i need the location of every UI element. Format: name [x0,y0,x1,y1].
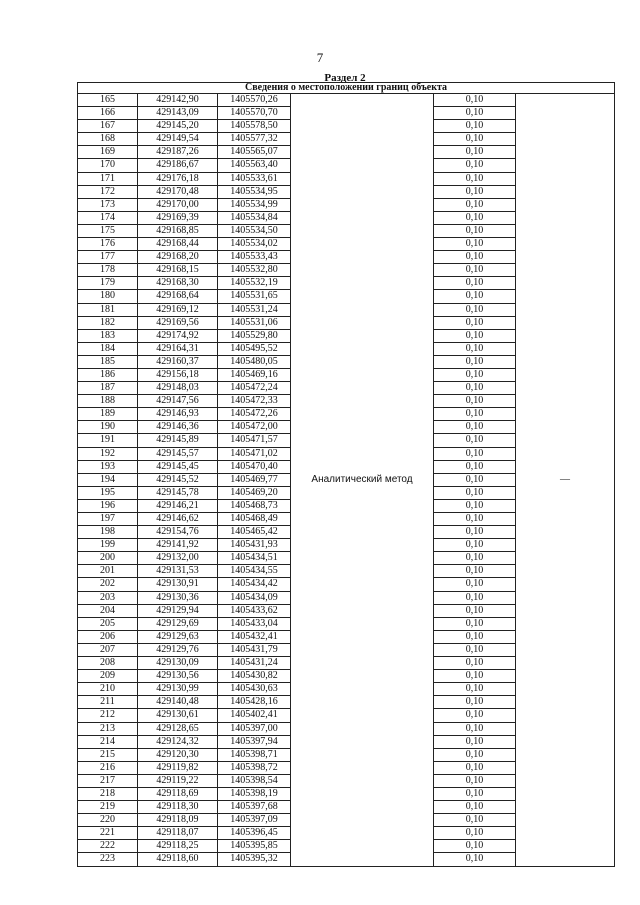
point-number: 189 [78,408,138,421]
accuracy-value: 0,10 [434,447,516,460]
y-coordinate: 1405563,40 [218,159,291,172]
accuracy-value: 0,10 [434,761,516,774]
table-caption-row [78,83,615,94]
x-coordinate: 429130,09 [138,657,218,670]
point-number: 220 [78,814,138,827]
y-coordinate: 1405433,04 [218,617,291,630]
point-number: 175 [78,224,138,237]
x-coordinate: 429168,44 [138,238,218,251]
point-number: 170 [78,159,138,172]
accuracy-value: 0,10 [434,513,516,526]
page-number: 7 [316,50,324,65]
y-coordinate: 1405431,24 [218,657,291,670]
point-number: 178 [78,264,138,277]
accuracy-value: 0,10 [434,709,516,722]
x-coordinate: 429145,89 [138,434,218,447]
y-coordinate: 1405430,82 [218,670,291,683]
point-number: 206 [78,630,138,643]
x-coordinate: 429145,78 [138,486,218,499]
point-number: 177 [78,251,138,264]
accuracy-value: 0,10 [434,853,516,866]
y-coordinate: 1405428,16 [218,696,291,709]
accuracy-value: 0,10 [434,395,516,408]
x-coordinate: 429168,64 [138,290,218,303]
accuracy-value: 0,10 [434,552,516,565]
y-coordinate: 1405534,95 [218,185,291,198]
x-coordinate: 429169,12 [138,303,218,316]
x-coordinate: 429149,54 [138,133,218,146]
y-coordinate: 1405534,84 [218,211,291,224]
point-number: 203 [78,591,138,604]
point-number: 169 [78,146,138,159]
y-coordinate: 1405430,63 [218,683,291,696]
x-coordinate: 429146,62 [138,513,218,526]
x-coordinate: 429140,48 [138,696,218,709]
accuracy-value: 0,10 [434,735,516,748]
x-coordinate: 429118,07 [138,827,218,840]
accuracy-value: 0,10 [434,578,516,591]
point-number: 184 [78,342,138,355]
x-coordinate: 429119,82 [138,761,218,774]
point-number: 195 [78,486,138,499]
y-coordinate: 1405398,72 [218,761,291,774]
y-coordinate: 1405531,24 [218,303,291,316]
table-caption: Сведения о местоположении границ объекта [78,83,615,94]
x-coordinate: 429141,92 [138,539,218,552]
x-coordinate: 429169,39 [138,211,218,224]
y-coordinate: 1405397,00 [218,722,291,735]
accuracy-value: 0,10 [434,643,516,656]
y-coordinate: 1405434,55 [218,565,291,578]
point-number: 217 [78,774,138,787]
y-coordinate: 1405532,80 [218,264,291,277]
point-number: 176 [78,238,138,251]
accuracy-value: 0,10 [434,107,516,120]
accuracy-value: 0,10 [434,251,516,264]
accuracy-value: 0,10 [434,539,516,552]
x-coordinate: 429119,22 [138,774,218,787]
y-coordinate: 1405470,40 [218,460,291,473]
accuracy-value: 0,10 [434,748,516,761]
y-coordinate: 1405534,99 [218,198,291,211]
accuracy-value: 0,10 [434,604,516,617]
accuracy-value: 0,10 [434,264,516,277]
point-number: 200 [78,552,138,565]
y-coordinate: 1405434,09 [218,591,291,604]
y-coordinate: 1405465,42 [218,526,291,539]
x-coordinate: 429147,56 [138,395,218,408]
point-number: 172 [78,185,138,198]
point-number: 187 [78,382,138,395]
y-coordinate: 1405495,52 [218,342,291,355]
y-coordinate: 1405433,62 [218,604,291,617]
accuracy-value: 0,10 [434,238,516,251]
accuracy-value: 0,10 [434,329,516,342]
accuracy-value: 0,10 [434,657,516,670]
y-coordinate: 1405469,16 [218,368,291,381]
x-coordinate: 429164,31 [138,342,218,355]
y-coordinate: 1405480,05 [218,355,291,368]
x-coordinate: 429168,15 [138,264,218,277]
point-number: 181 [78,303,138,316]
point-number: 186 [78,368,138,381]
point-number: 212 [78,709,138,722]
x-coordinate: 429146,21 [138,499,218,512]
y-coordinate: 1405532,19 [218,277,291,290]
accuracy-value: 0,10 [434,159,516,172]
point-number: 182 [78,316,138,329]
y-coordinate: 1405398,19 [218,787,291,800]
x-coordinate: 429156,18 [138,368,218,381]
y-coordinate: 1405431,93 [218,539,291,552]
point-number: 215 [78,748,138,761]
x-coordinate: 429170,48 [138,185,218,198]
accuracy-value: 0,10 [434,172,516,185]
accuracy-value: 0,10 [434,840,516,853]
accuracy-value: 0,10 [434,591,516,604]
y-coordinate: 1405472,33 [218,395,291,408]
x-coordinate: 429129,76 [138,643,218,656]
point-number: 197 [78,513,138,526]
y-coordinate: 1405396,45 [218,827,291,840]
accuracy-value: 0,10 [434,670,516,683]
accuracy-value: 0,10 [434,303,516,316]
point-number: 193 [78,460,138,473]
y-coordinate: 1405529,80 [218,329,291,342]
y-coordinate: 1405570,70 [218,107,291,120]
x-coordinate: 429130,36 [138,591,218,604]
point-number: 205 [78,617,138,630]
accuracy-value: 0,10 [434,722,516,735]
y-coordinate: 1405395,32 [218,853,291,866]
accuracy-value: 0,10 [434,486,516,499]
y-coordinate: 1405533,43 [218,251,291,264]
x-coordinate: 429145,52 [138,473,218,486]
accuracy-value: 0,10 [434,473,516,486]
y-coordinate: 1405469,77 [218,473,291,486]
point-number: 210 [78,683,138,696]
point-number: 188 [78,395,138,408]
boundary-coordinates-table [77,82,615,867]
point-number: 168 [78,133,138,146]
point-number: 194 [78,473,138,486]
accuracy-value: 0,10 [434,565,516,578]
point-number: 219 [78,801,138,814]
x-coordinate: 429118,30 [138,801,218,814]
y-coordinate: 1405533,61 [218,172,291,185]
y-coordinate: 1405397,09 [218,814,291,827]
x-coordinate: 429130,61 [138,709,218,722]
accuracy-value: 0,10 [434,382,516,395]
x-coordinate: 429145,20 [138,120,218,133]
point-number: 223 [78,853,138,866]
y-coordinate: 1405434,42 [218,578,291,591]
y-coordinate: 1405468,73 [218,499,291,512]
x-coordinate: 429130,56 [138,670,218,683]
accuracy-value: 0,10 [434,408,516,421]
x-coordinate: 429129,63 [138,630,218,643]
x-coordinate: 429131,53 [138,565,218,578]
point-number: 179 [78,277,138,290]
y-coordinate: 1405472,26 [218,408,291,421]
x-coordinate: 429160,37 [138,355,218,368]
accuracy-value: 0,10 [434,434,516,447]
x-coordinate: 429145,45 [138,460,218,473]
y-coordinate: 1405397,94 [218,735,291,748]
x-coordinate: 429118,09 [138,814,218,827]
point-number: 221 [78,827,138,840]
y-coordinate: 1405397,68 [218,801,291,814]
y-coordinate: 1405531,65 [218,290,291,303]
accuracy-value: 0,10 [434,355,516,368]
y-coordinate: 1405468,49 [218,513,291,526]
table-row [78,94,615,107]
accuracy-value: 0,10 [434,526,516,539]
accuracy-value: 0,10 [434,120,516,133]
accuracy-value: 0,10 [434,696,516,709]
x-coordinate: 429120,30 [138,748,218,761]
y-coordinate: 1405431,79 [218,643,291,656]
point-number: 201 [78,565,138,578]
x-coordinate: 429187,26 [138,146,218,159]
accuracy-value: 0,10 [434,211,516,224]
y-coordinate: 1405398,54 [218,774,291,787]
accuracy-value: 0,10 [434,342,516,355]
accuracy-value: 0,10 [434,827,516,840]
x-coordinate: 429142,90 [138,94,218,107]
point-number: 174 [78,211,138,224]
x-coordinate: 429130,99 [138,683,218,696]
x-coordinate: 429154,76 [138,526,218,539]
point-number: 180 [78,290,138,303]
y-coordinate: 1405534,50 [218,224,291,237]
x-coordinate: 429118,25 [138,840,218,853]
point-number: 208 [78,657,138,670]
accuracy-value: 0,10 [434,290,516,303]
y-coordinate: 1405577,32 [218,133,291,146]
y-coordinate: 1405432,41 [218,630,291,643]
y-coordinate: 1405469,20 [218,486,291,499]
x-coordinate: 429168,30 [138,277,218,290]
point-number: 214 [78,735,138,748]
point-number: 191 [78,434,138,447]
x-coordinate: 429176,18 [138,172,218,185]
accuracy-value: 0,10 [434,368,516,381]
point-number: 166 [78,107,138,120]
accuracy-value: 0,10 [434,683,516,696]
determination-method: Аналитический метод [291,94,434,867]
y-coordinate: 1405402,41 [218,709,291,722]
x-coordinate: 429132,00 [138,552,218,565]
accuracy-value: 0,10 [434,198,516,211]
x-coordinate: 429143,09 [138,107,218,120]
point-number: 171 [78,172,138,185]
point-number: 183 [78,329,138,342]
accuracy-value: 0,10 [434,774,516,787]
point-number: 204 [78,604,138,617]
y-coordinate: 1405395,85 [218,840,291,853]
point-number: 211 [78,696,138,709]
x-coordinate: 429129,69 [138,617,218,630]
x-coordinate: 429170,00 [138,198,218,211]
accuracy-value: 0,10 [434,94,516,107]
y-coordinate: 1405534,02 [218,238,291,251]
point-number: 222 [78,840,138,853]
x-coordinate: 429168,20 [138,251,218,264]
accuracy-value: 0,10 [434,617,516,630]
x-coordinate: 429148,03 [138,382,218,395]
accuracy-value: 0,10 [434,814,516,827]
point-number: 202 [78,578,138,591]
accuracy-value: 0,10 [434,224,516,237]
accuracy-value: 0,10 [434,316,516,329]
x-coordinate: 429129,94 [138,604,218,617]
point-number: 209 [78,670,138,683]
point-number: 185 [78,355,138,368]
y-coordinate: 1405472,00 [218,421,291,434]
point-number: 198 [78,526,138,539]
x-coordinate: 429128,65 [138,722,218,735]
x-coordinate: 429168,85 [138,224,218,237]
accuracy-value: 0,10 [434,185,516,198]
point-number: 196 [78,499,138,512]
point-number: 167 [78,120,138,133]
x-coordinate: 429118,69 [138,787,218,800]
x-coordinate: 429169,56 [138,316,218,329]
x-coordinate: 429174,92 [138,329,218,342]
y-coordinate: 1405398,71 [218,748,291,761]
point-number: 218 [78,787,138,800]
x-coordinate: 429186,67 [138,159,218,172]
point-number: 213 [78,722,138,735]
accuracy-value: 0,10 [434,499,516,512]
point-number: 216 [78,761,138,774]
accuracy-value: 0,10 [434,421,516,434]
table-body [78,94,615,867]
x-coordinate: 429146,36 [138,421,218,434]
x-coordinate: 429130,91 [138,578,218,591]
accuracy-value: 0,10 [434,801,516,814]
accuracy-value: 0,10 [434,460,516,473]
boundary-table-wrapper [77,82,614,867]
y-coordinate: 1405471,02 [218,447,291,460]
y-coordinate: 1405472,24 [218,382,291,395]
description-cell: — [516,94,615,867]
point-number: 199 [78,539,138,552]
y-coordinate: 1405471,57 [218,434,291,447]
y-coordinate: 1405570,26 [218,94,291,107]
point-number: 192 [78,447,138,460]
x-coordinate: 429145,57 [138,447,218,460]
accuracy-value: 0,10 [434,146,516,159]
x-coordinate: 429118,60 [138,853,218,866]
x-coordinate: 429146,93 [138,408,218,421]
y-coordinate: 1405531,06 [218,316,291,329]
y-coordinate: 1405565,07 [218,146,291,159]
y-coordinate: 1405578,50 [218,120,291,133]
point-number: 190 [78,421,138,434]
point-number: 173 [78,198,138,211]
point-number: 207 [78,643,138,656]
point-number: 165 [78,94,138,107]
x-coordinate: 429124,32 [138,735,218,748]
y-coordinate: 1405434,51 [218,552,291,565]
section-title: Раздел 2 [324,72,366,84]
accuracy-value: 0,10 [434,277,516,290]
accuracy-value: 0,10 [434,630,516,643]
accuracy-value: 0,10 [434,787,516,800]
accuracy-value: 0,10 [434,133,516,146]
